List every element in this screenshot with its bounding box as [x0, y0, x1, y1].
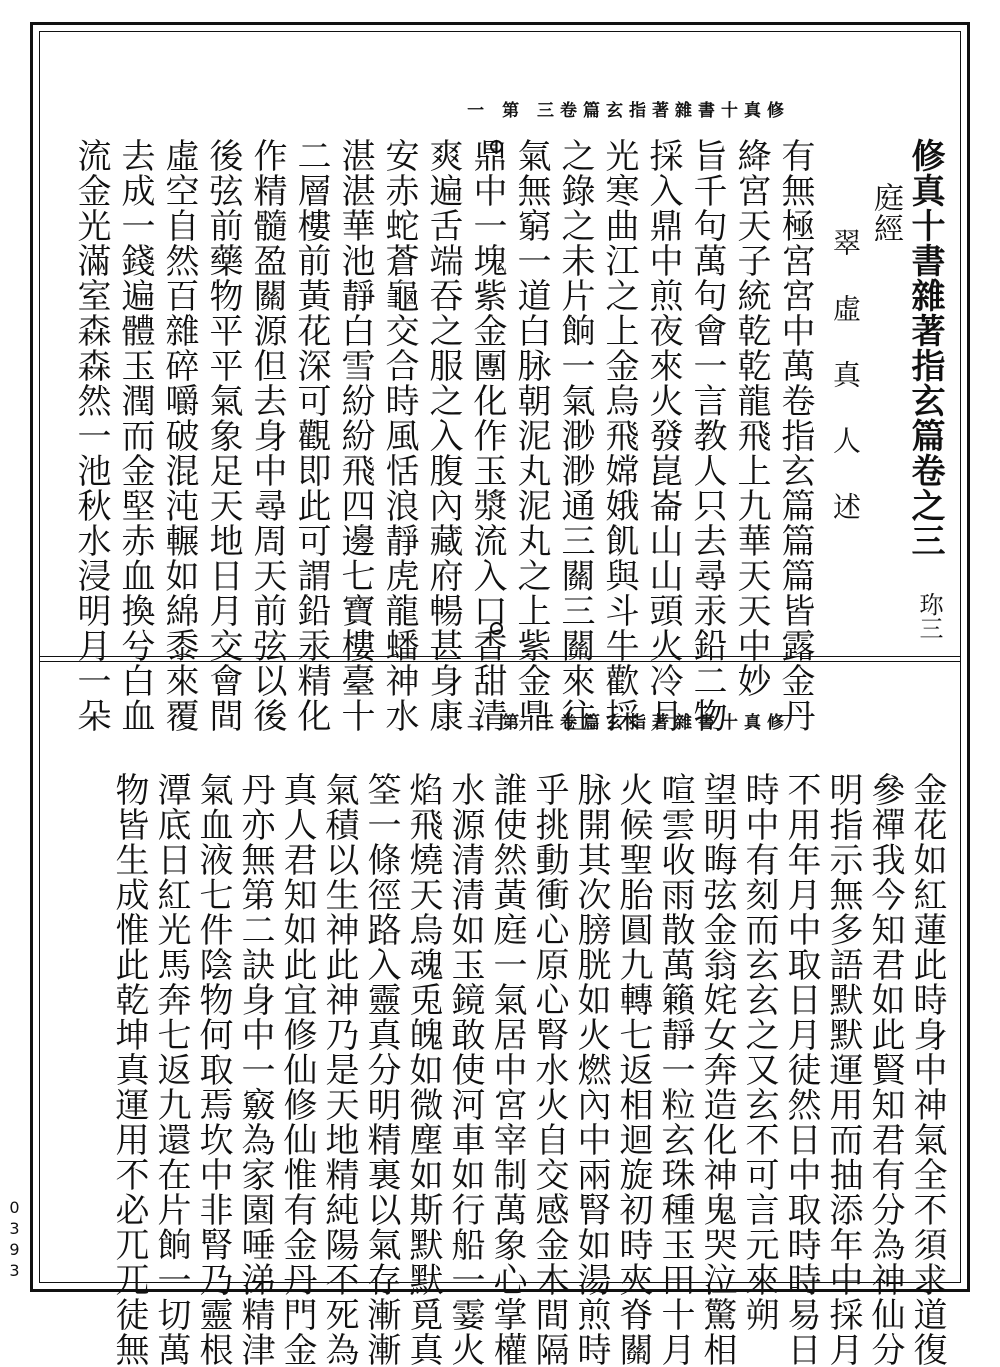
bottom-text-column-11: 誰使然黃庭一氣居中宮宰制萬象心掌權 [487, 772, 527, 1367]
bottom-text-column-4: 不用年月中取日月徒然日中取時時易日 [781, 772, 821, 1367]
top-text-column-12: 二層樓前黃花深可觀即此可謂鉛汞精化 [291, 138, 331, 733]
bottom-text-column-13: 焰飛燒天烏魂兎魄如微塵如斯默默覓真 [403, 772, 443, 1367]
top-text-column-9: 爽遍舌端吞之服之入腹內藏府暢甚身康 [423, 138, 463, 733]
bottom-text-column-5: 時中有刻而玄玄之又玄不可言元來朔 [739, 772, 779, 1332]
page-frame-inner [39, 31, 961, 1367]
top-running-header: 修真十書雜著指玄篇卷三 第 一 [467, 101, 790, 121]
bottom-text-column-6: 望明晦弦金翁姹女奔造化神鬼哭泣驚相 [697, 772, 737, 1367]
bottom-text-column-8: 火候聖胎圓九轉七返相迴旋初時夾脊關 [613, 772, 653, 1367]
bottom-running-header: 修真十書雜著指玄篇卷三 第 二 [467, 713, 790, 733]
top-text-column-3: 旨千句萬句會一言教人只去尋汞鉛二物 [687, 138, 727, 733]
paragraph-circle-mark [490, 140, 503, 153]
bottom-text-column-1: 金花如紅蓮此時身中神氣全不須求道復 [907, 772, 947, 1367]
bottom-text-column-15: 氣積以生神此神乃是天地精純陽不死為 [319, 772, 359, 1367]
top-subtitle: 庭經 [868, 182, 903, 244]
paragraph-circle-mark [490, 622, 503, 635]
top-text-column-13: 作精髓盈關源但去身中尋周天前弦以後 [247, 138, 287, 733]
top-text-column-7: 氣無窮一道白脉朝泥丸泥丸之上紫金鼎 [511, 138, 551, 733]
top-text-column-14: 後弦前藥物平平氣象足天地日月交會間 [203, 138, 243, 733]
top-text-column-10: 安赤蛇蒼龜交合時風恬浪靜虎龍蟠神水 [379, 138, 419, 733]
bottom-text-column-2: 參禪我今知君如此賢知君有分為神仙分 [865, 772, 905, 1367]
bottom-text-column-10: 乎挑動衝心原心腎水火自交感金木間隔 [529, 772, 569, 1367]
bottom-text-column-20: 物皆生成惟此乾坤真運用不必兀兀徒無 [109, 772, 149, 1367]
top-text-column-6: 之錄之未片餉一氣渺渺通三關三關來往 [555, 138, 595, 733]
top-text-column-5: 光寒曲江之上金烏飛嫦娥飢與斗牛歡採 [599, 138, 639, 733]
bottom-text-column-18: 氣血液七件陰物何取焉坎中非腎乃靈根 [193, 772, 233, 1367]
top-author: 翠虛真人述 [829, 228, 862, 558]
bottom-text-column-12: 水源清清如玉鏡敢使河車如行船一霎火 [445, 772, 485, 1367]
bottom-text-column-3: 明指示無多語默默運用而抽添年中採月 [823, 772, 863, 1367]
top-volume-code: 珎三 [915, 592, 943, 640]
top-text-column-15: 虛空自然百雜碎嚼破混沌輾如綿黍來覆 [159, 138, 199, 733]
top-text-column-2: 絳宮天子統乾乾龍飛上九華天天中妙 [731, 138, 771, 698]
top-text-column-1: 有無極宮宮中萬卷指玄篇篇篇皆露金丹 [775, 138, 815, 733]
top-text-column-17: 流金光滿室森森然一池秋水浸明月一朵 [71, 138, 111, 733]
bottom-page [40, 660, 966, 1367]
bottom-text-column-14: 筌一條徑路入靈真分明精裏以氣存漸漸 [361, 772, 401, 1367]
bottom-text-column-9: 脉開其次膀胱如火燃內中兩腎如湯煎時 [571, 772, 611, 1367]
page-frame [30, 22, 970, 1367]
bottom-text-column-19: 潭底日紅光馬奔七返九還在片餉一切萬 [151, 772, 191, 1367]
top-text-column-16: 去成一錢遍體玉潤而金堅赤血換兮白血 [115, 138, 155, 733]
page-number: 0393 [5, 1198, 24, 1282]
bottom-text-column-16: 真人君知如此宜修仙修仙惟有金丹門金 [277, 772, 317, 1367]
bottom-text-column-7: 喧雲收雨散萬籟靜一粒玄珠種玉田十月 [655, 772, 695, 1367]
top-title: 修真十書雜著指玄篇卷之三 [905, 138, 945, 558]
top-text-column-8: 鼎中一塊紫金團化作玉漿流入口香甜清 [467, 138, 507, 733]
bottom-text-column-17: 丹亦無第二訣身中一竅為家園唾涕精津 [235, 772, 275, 1367]
top-text-column-4: 採入鼎中煎夜來火發崑崙山山頭火冷月 [643, 138, 683, 733]
top-text-column-11: 湛湛華池靜白雪紛紛飛四邊七寶樓臺十 [335, 138, 375, 733]
